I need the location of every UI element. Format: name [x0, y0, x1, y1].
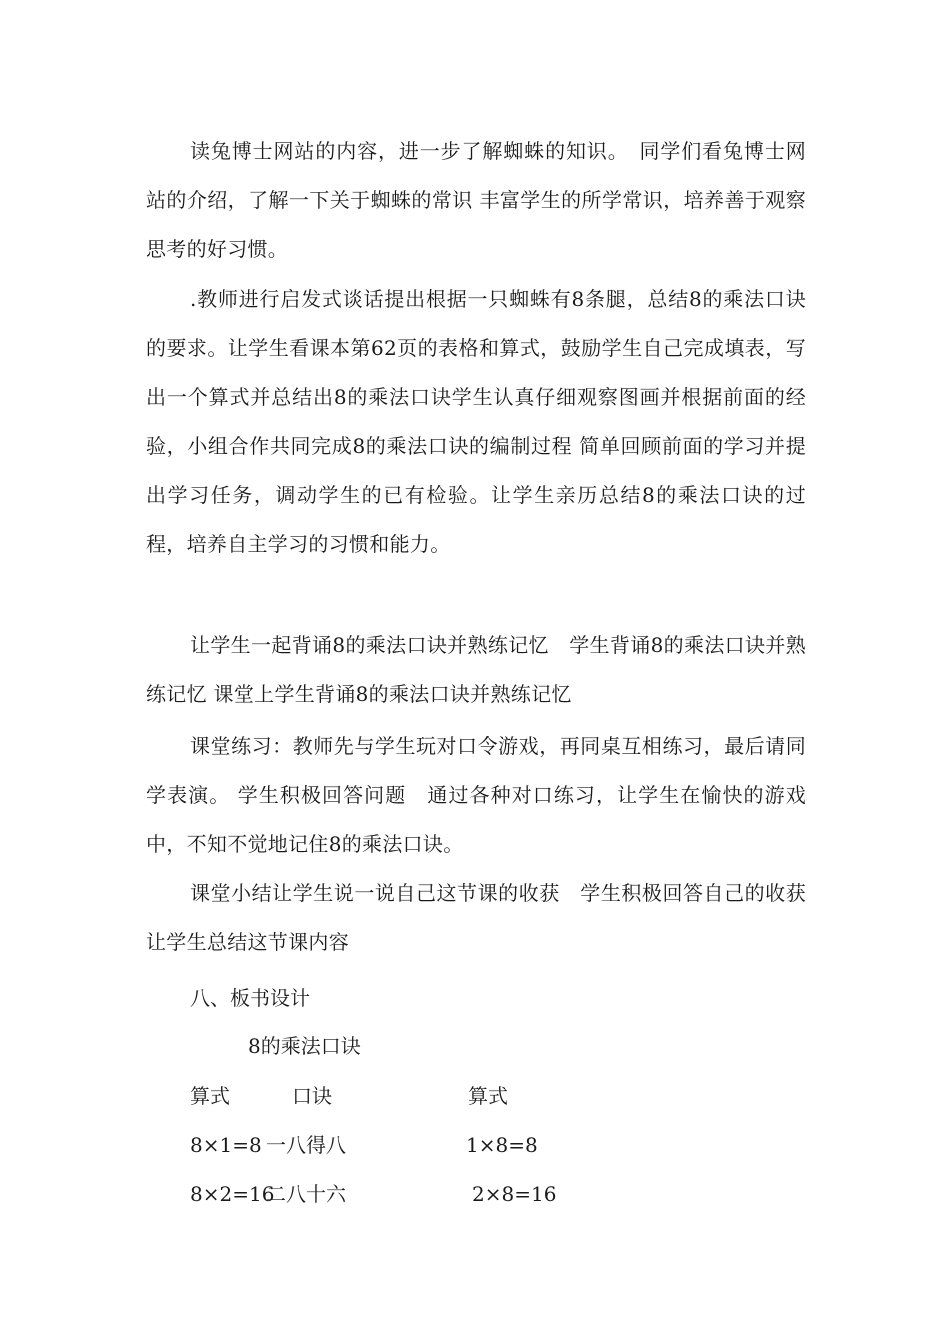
- board-title: 8的乘法口诀: [248, 1034, 361, 1058]
- board-rhyme: 二八十六: [266, 1182, 346, 1206]
- paragraph-website-reading: 读兔博士网站的内容，进一步了解蜘蛛的知识。 同学们看兔博士网站的介绍，了解一下关于蜘蛛的常识 丰富学生的所学常识，培养善于观察思考的好习惯。: [146, 139, 806, 261]
- paragraph-recitation: 让学生一起背诵8的乘法口诀并熟练记忆 学生背诵8的乘法口诀并熟练记忆 课堂上学生背诵8的乘法口诀并熟练记忆: [146, 633, 806, 706]
- board-header-formula: 算式: [190, 1084, 230, 1108]
- board-row: [0, 1170, 950, 1219]
- paragraph-class-summary: 课堂小结让学生说一说自己这节课的收获 学生积极回答自己的收获 让学生总结这节课内容: [146, 881, 833, 954]
- paragraph-class-practice: 课堂练习：教师先与学生玩对口令游戏，再同桌互相练习，最后请同学表演。 学生积极回答问题 通过各种对口练习，让学生在愉快的游戏中，不知不觉地记住8的乘法口诀。: [146, 734, 806, 856]
- board-rhyme: 一八得八: [266, 1133, 346, 1157]
- board-formula: 8×1=8: [190, 1133, 262, 1157]
- section-heading-board-design: 八、板书设计: [190, 986, 310, 1010]
- board-formula-reverse: 2×8=16: [472, 1182, 557, 1206]
- board-header-rhyme: 口诀: [292, 1084, 332, 1108]
- board-formula: 8×2=16: [190, 1182, 275, 1206]
- paragraph-teacher-guidance: .教师进行启发式谈话提出根据一只蜘蛛有8条腿，总结8的乘法口诀的要求。让学生看课本第62页的表格和算式，鼓励学生自己完成填表，写出一个算式并总结出8的乘法口诀学生认真仔细观察图画并根据前面的经验，小组合作共同完成8的乘法口诀的编制过程 简单回顾前面的学习并提出学习任务，调动学生的已有检验。让学生亲历总结8的乘法口诀的过程，培养自主学习的习惯和能力。: [146, 287, 806, 556]
- board-header-row: [0, 1072, 950, 1121]
- board-formula-reverse: 1×8=8: [466, 1133, 538, 1157]
- board-header-formula-reverse: 算式: [468, 1084, 508, 1108]
- board-row: [0, 1121, 950, 1170]
